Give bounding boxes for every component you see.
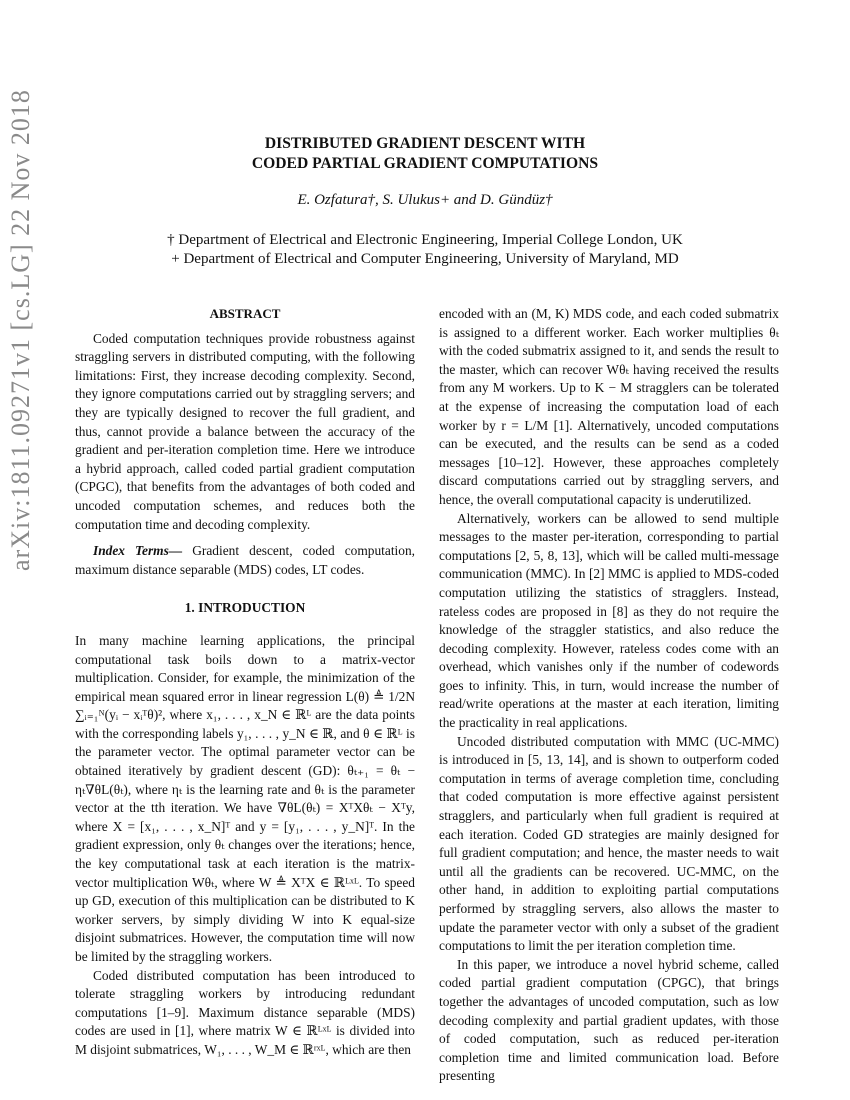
intro-paragraph-1: In many machine learning applications, the principal computational task boils down to a matrix-vector multiplication. Consider, for example, the minimization of the empirical mean squared error in linear regression L(θ) ≜ 1/2N ∑ᵢ₌₁ᴺ(yᵢ − xᵢᵀθ)², where x₁, . . . , x_N ∈ ℝᴸ are the data points with the corresponding labels y₁, . . . , y_N ∈ ℝ, and θ ∈ ℝᴸ is the parameter vector. The optimal parameter vector can be obtained iteratively by gradient descent (GD): θₜ₊₁ = θₜ − ηₜ∇θL(θₜ), where ηₜ is the learning rate and θₜ is the parameter vector at the tth iteration. We have ∇θL(θₜ) = XᵀXθₜ − Xᵀy, where X = [x₁, . . . , x_N]ᵀ and y = [y₁, . . . , y_N]ᵀ. In the gradient expression, only θₜ changes over the iterations; hence, the key computational task at each iteration is the matrix-vector multiplication Wθₜ, where W ≜ XᵀX ∈ ℝᴸˣᴸ. To speed up GD, execution of this multiplication can be distributed to K worker servers, by simply dividing W into K equal-size disjoint submatrices. However, the computation time will now be limited by the straggling workers. [75,632,415,964]
right-paragraph-4: In this paper, we introduce a novel hybrid scheme, called coded partial gradient computation (CPGC), that brings together the advantages of uncoded computation, such as low decoding complexity and partial gradient updates, with those of coded computation, such as reduced per-iteration completion time and limited communication load. Before presenting [439,956,779,1084]
right-paragraph-1: encoded with an (M, K) MDS code, and each coded submatrix is assigned to a different worker. Each worker multiplies θₜ with the coded submatrix assigned to it, and sends the result to the master, which can recover Wθₜ having received the results from any M workers. Up to K − M stragglers can be tolerated at the expense of increasing the computation load of each worker by r = L/M [1]. Alternatively, uncoded computations can be executed, and the results can be send as a coded messages [10–12]. However, these approaches completely discard computations carried out by straggling servers, and hence, the overall computational capacity is underutilized. [439,306,779,507]
arxiv-id: arXiv:1811.09271v1 [cs.LG] 22 Nov 2018 [6,89,35,571]
authors: E. Ozfatura†, S. Ulukus+ and D. Gündüz† [297,192,553,208]
title-line-2: CODED PARTIAL GRADIENT COMPUTATIONS [251,155,599,172]
abstract-body: Coded computation techniques provide robustness against straggling servers in distributed computing, with the following limitations: First, they increase decoding complexity. Second, they ignore computations carried out by straggling servers; and they are typically designed to recover the full gradient, and thus, cannot provide a balance between the accuracy of the gradient and per-iteration completion time. Here we introduce a hybrid approach, called coded partial gradient computation (CPGC), that benefits from the advantages of both coded and uncoded computation schemes, and reduces both the computation time and decoding complexity. [75,330,415,532]
abstract-heading: ABSTRACT [209,306,281,321]
right-column [439,305,779,1086]
right-paragraph-3: Uncoded distributed computation with MMC (UC-MMC) is introduced in [5, 13, 14], and is shown to outperform coded computation in terms of average completion time, concluding that coded computation is more effective against persistent stragglers, and particularly when full gradient is required at each iteration. Coded GD strategies are mainly designed for full gradient computation; and hence, the master needs to wait until all the gradients can be recovered. UC-MMC, on the other hand, in addition to exploiting partial computations performed by straggling servers, also allows the master to update the parameter vector with only a subset of the gradient computations to limit the per iteration completion time. [439,733,779,954]
affiliation-2: + Department of Electrical and Computer Engineering, University of Maryland, MD [171,251,679,267]
paper-title [0,134,850,174]
title-line-1: DISTRIBUTED GRADIENT DESCENT WITH [264,135,586,152]
left-column [75,305,415,1060]
affiliations [0,231,850,269]
index-terms-text: Gradient descent, coded computation, maximum distance separable (MDS) codes, LT codes. [75,543,415,577]
index-terms [75,542,415,579]
index-terms-label: Index Terms— [93,543,183,559]
section-heading-introduction: 1. INTRODUCTION [184,600,306,616]
affiliation-1: † Department of Electrical and Electronic Engineering, Imperial College London, UK [167,232,683,248]
intro-paragraph-2: Coded distributed computation has been introduced to tolerate straggling workers by introducing redundant computations [1–9]. Maximum distance separable (MDS) codes are used in [1], where matrix W ∈ ℝᴸˣᴸ is divided into M disjoint submatrices, W₁, . . . , W_M ∈ ℝʳˣᴸ, which are then [75,967,415,1057]
right-paragraph-2: Alternatively, workers can be allowed to send multiple messages to the master per-iteration, corresponding to partial computations [2, 5, 8, 13], which will be called multi-message communication (MMC). In [2] MMC is applied to MDS-coded computation utilizing the statistics of stragglers. Instead, rateless codes are proposed in [8] as they do not require the knowledge of the straggler statistics, and also reduce the decoding complexity. However, rateless codes come with an overhead, which vanishes only if the number of codewords goes to infinity. This, in turn, would increase the number of read/write operations at the master at each iteration, limiting the practicality in real applications. [439,510,779,731]
